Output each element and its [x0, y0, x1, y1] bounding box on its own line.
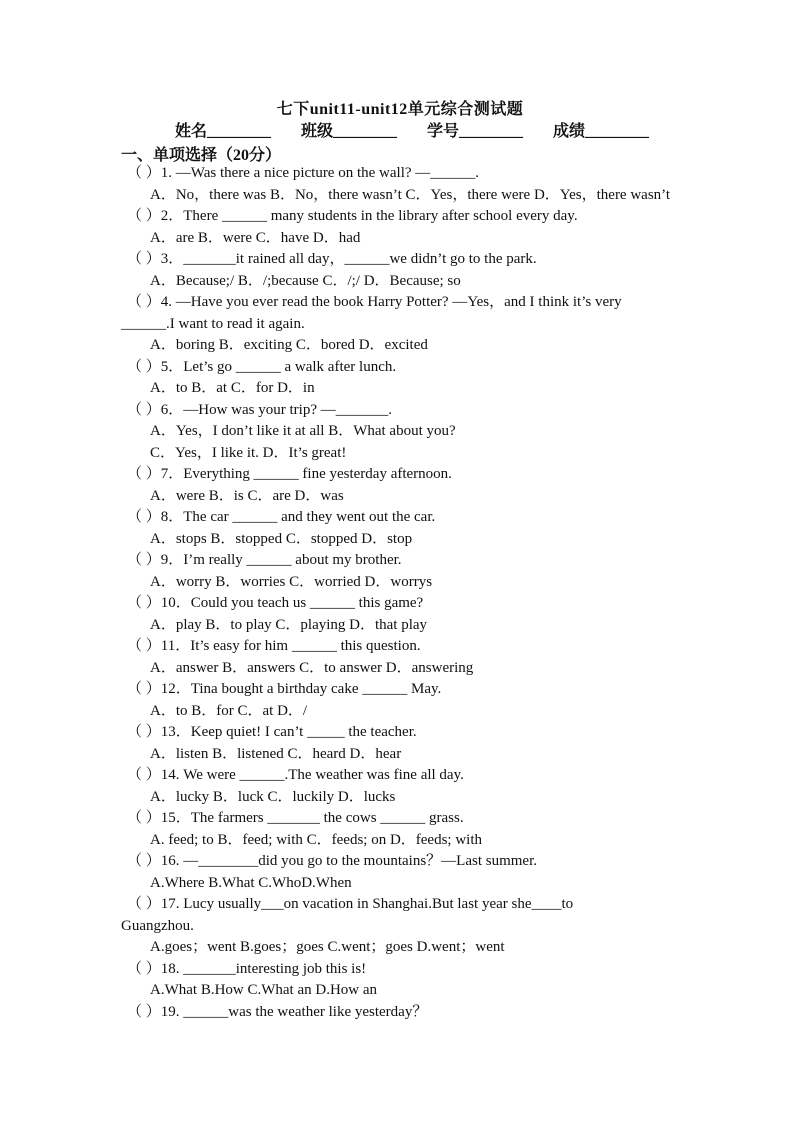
question-line: （ ）17. Lucy usually___on vacation in Shanghai.But last year she____to — [127, 896, 574, 912]
answer-options: A. feed; to B．feed; with C．feeds; on D．feeds; with — [150, 831, 483, 848]
score-field-label: 成绩________ — [553, 123, 650, 140]
question-line: （ ）4. —Have you ever read the book Harry Potter? —Yes，and I think it’s very — [127, 294, 622, 310]
question-line: （ ）3．_______it rained all day，______we didn’t go to the park. — [127, 251, 537, 267]
answer-options: A．Yes，I don’t like it at all B．What about you? — [150, 423, 456, 439]
answer-options: A．worry B．worries C．worried D．worrys — [150, 573, 433, 590]
answer-options: A.goes；went B.goes；goes C.went；goes D.went；went — [150, 939, 505, 955]
question-line: （ ）19. ______was the weather like yesterday？ — [127, 1003, 428, 1020]
question-line: （ ）8．The car ______ and they went out the car. — [127, 509, 436, 525]
answer-options: A．Because;/ B．/;because C．/;/ D．Because; so — [150, 272, 461, 289]
student-info-row — [175, 118, 735, 141]
answer-options: A．stops B．stopped C．stopped D．stop — [150, 530, 413, 547]
question-line: （ ）10．Could you teach us ______ this game? — [127, 595, 424, 611]
answer-options: A.What B.How C.What an D.How an — [150, 982, 378, 998]
answer-options: A．listen B．listened C．heard D．hear — [150, 745, 402, 762]
question-line: （ ）7．Everything ______ fine yesterday afternoon. — [127, 466, 452, 482]
answer-options: A．lucky B．luck C．luckily D．lucks — [150, 788, 396, 805]
question-line: （ ）14. We were ______.The weather was fine all day. — [127, 767, 464, 783]
question-continuation: ______.I want to read it again. — [121, 315, 305, 332]
answer-options: C．Yes，I like it. D．It’s great! — [150, 444, 347, 461]
question-line: （ ）13．Keep quiet! I can’t _____ the teacher. — [127, 724, 417, 740]
answer-options: A.Where B.What C.WhoD.When — [150, 874, 352, 891]
page-title: 七下unit11-unit12单元综合测试题 — [276, 101, 524, 118]
question-line: （ ）12．Tina bought a birthday cake ______ May. — [127, 681, 442, 697]
question-line: （ ）16. —________did you go to the mountains？—Last summer. — [127, 853, 537, 869]
answer-options: A．answer B．answers C．to answer D．answering — [150, 659, 474, 676]
answer-options: A．boring B．exciting C．bored D．excited — [150, 337, 428, 353]
question-continuation: Guangzhou. — [121, 917, 194, 934]
question-line: （ ）5．Let’s go ______ a walk after lunch. — [127, 358, 397, 375]
class-field-label: 班级________ — [301, 123, 398, 140]
question-line: （ ）9．I’m really ______ about my brother. — [127, 552, 402, 568]
question-line: （ ）1. —Was there a nice picture on the wall? —______. — [127, 165, 480, 181]
name-field-label: 姓名________ — [175, 123, 272, 140]
answer-options: A．to B．at C．for D．in — [150, 380, 315, 396]
answer-options: A．were B．is C．are D．was — [150, 487, 344, 504]
number-field-label: 学号________ — [427, 123, 524, 140]
answer-options: A．to B．for C．at D．/ — [150, 702, 308, 719]
question-line: （ ）11．It’s easy for him ______ this question. — [127, 638, 421, 654]
section-heading: 一、单项选择（20分） — [121, 147, 282, 164]
question-line: （ ）6．—How was your trip? —_______. — [127, 401, 392, 418]
question-line: （ ）2．There ______ many students in the library after school every day. — [127, 208, 578, 224]
answer-options: A．play B．to play C．playing D．that play — [150, 616, 428, 633]
answer-options: A．No，there was B．No，there wasn’t C．Yes，there were D．Yes，there wasn’t — [150, 186, 671, 203]
question-line: （ ）15．The farmers _______ the cows ______ grass. — [127, 810, 464, 826]
question-line: （ ）18. _______interesting job this is! — [127, 960, 367, 977]
answer-options: A．are B．were C．have D．had — [150, 229, 361, 246]
